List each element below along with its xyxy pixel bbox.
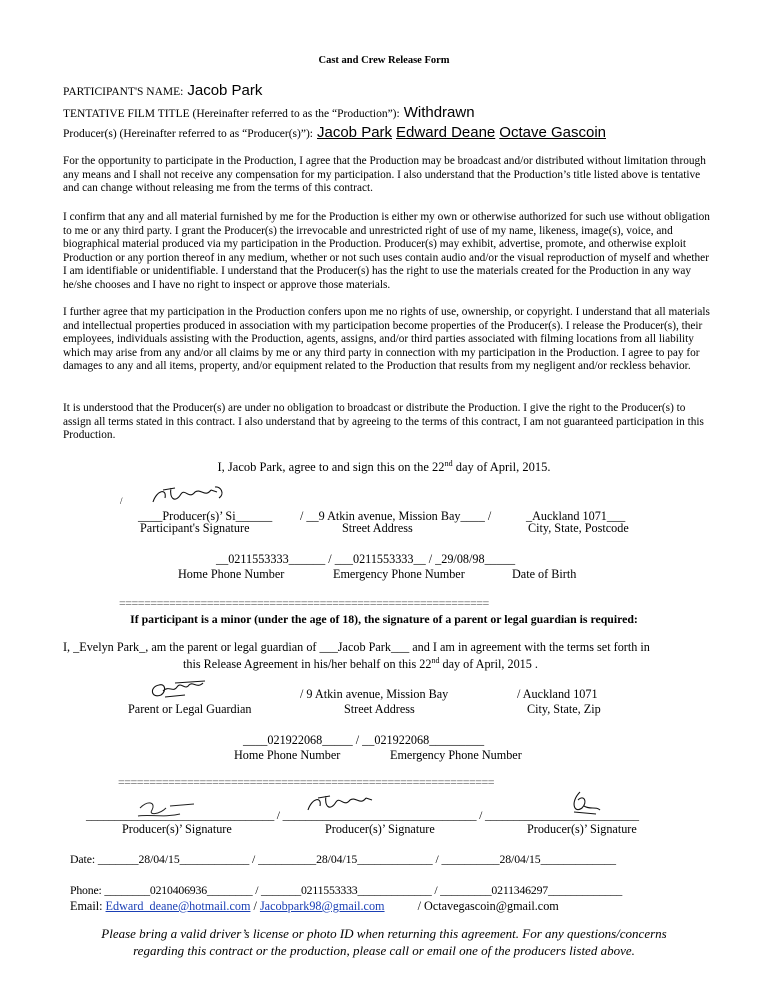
participant-signature-line: ____Producer(s)’ Si______ [138, 509, 273, 523]
label-producer-2: Producer(s)’ Signature [325, 822, 435, 836]
paragraph-1: For the opportunity to participate in the Production, I agree that the Production may be broadcast and/or distributed without limitation through any means and I shall not receive any compensation for my participation. I also understand that the Production’s title listed above is tentative and can change without releasing me from the terms of this contract. [63, 155, 706, 195]
label-dob: Date of Birth [512, 567, 577, 581]
producer-name: Edward Deane [396, 124, 496, 141]
label-producer-3: Producer(s)’ Signature [527, 822, 637, 836]
guardian-phones: ____021922068_____ / __021922068_________ [243, 733, 485, 747]
film-title-label: TENTATIVE FILM TITLE (Hereinafter referred to as the “Production”): [63, 108, 400, 120]
label-parent-guardian: Parent or Legal Guardian [128, 702, 252, 716]
label-home-phone: Home Phone Number [178, 567, 285, 581]
participant-name-row [63, 82, 262, 100]
form-title: Cast and Crew Release Form [318, 55, 450, 66]
label-guardian-city: City, State, Zip [527, 702, 601, 716]
slash: / [120, 496, 123, 506]
divider: =========================================================== [119, 596, 489, 610]
participant-phones: __0211553333______ / ___0211553333__ / _29/08/98_____ [216, 552, 516, 566]
email-octave: / Octavegascoin@gmail.com [417, 899, 559, 913]
producers-row [63, 124, 606, 142]
label-emergency-phone: Emergency Phone Number [333, 567, 465, 581]
label-guardian-emergency-phone: Emergency Phone Number [390, 748, 522, 762]
film-title-value: Withdrawn [403, 104, 475, 121]
label-guardian-home-phone: Home Phone Number [234, 748, 341, 762]
participant-address: / __9 Atkin avenue, Mission Bay____ / [300, 509, 492, 523]
guardian-line-1: I, _Evelyn Park_, am the parent or legal guardian of ___Jacob Park___ and I am in agreement with the terms set forth in [63, 640, 650, 654]
producers-label: Producer(s) (Hereinafter referred to as “Producer(s)”): [63, 128, 313, 140]
participant-value: Jacob Park [187, 82, 263, 99]
footer-line-2: regarding this contract or the production, please call or email one of the producers listed above. [133, 943, 635, 958]
label-participant-signature: Participant's Signature [140, 521, 250, 535]
minor-heading: If participant is a minor (under the age of 18), the signature of a parent or legal guardian is required: [130, 612, 638, 626]
label-street-address: Street Address [342, 521, 413, 535]
phones-line: Phone: ________0210406936________ / _______0211553333_____________ / _________0211346297_____________ [70, 883, 623, 897]
guardian-line-2: this Release Agreement in his/her behalf on this 22nd day of April, 2015 . [183, 656, 538, 672]
dates-line: Date: _______28/04/15____________ / __________28/04/15_____________ / __________28/04/15_____________ [70, 852, 616, 866]
guardian-address: / 9 Atkin avenue, Mission Bay [300, 687, 449, 701]
label-guardian-street: Street Address [344, 702, 415, 716]
guardian-city: / Auckland 1071 [517, 687, 598, 701]
label-city-state: City, State, Postcode [528, 521, 629, 535]
guardian-signature [145, 675, 215, 703]
producer-name: Jacob Park [317, 124, 393, 141]
paragraph-3: I further agree that my participation in the Production confers upon me no rights of use, ownership, or copyright. I understand that all materials and intellectual properties produced in association with my participation become properties of the Producer(s). I release the Producer(s), their employees, individuals assisting with the Production, agents, assigns, and/or third parties associated with filming locations from all liability which may arise from any and/or all claims by me or any third party in connection with my participation in the Production. I agree to pay for damages to any and all items, property, and/or equipment related to the Production that results from my negligent and/or reckless behavior. [63, 306, 710, 373]
email-link-edward[interactable]: Edward_deane@hotmail.com [105, 899, 251, 913]
agreement-line: I, Jacob Park, agree to and sign this on the 22nd day of April, 2015. [217, 459, 551, 475]
divider-2: ============================================================ [118, 775, 495, 789]
film-title-row [63, 104, 475, 122]
emails-line: Email: Edward_deane@hotmail.com / Jacobpark98@gmail.com / Octavegascoin@gmail.com [70, 899, 559, 913]
email-link-jacob[interactable]: Jacobpark98@gmail.com [259, 899, 385, 913]
participant-city: _Auckland 1071___ [526, 509, 626, 523]
producer-name: Octave Gascoin [499, 124, 606, 141]
paragraph-4: It is understood that the Producer(s) are under no obligation to broadcast or distribute the Production. I give the right to the Producer(s) to assign all terms stated in this contract. I also understand that by agreeing to the terms of this contract, I am not guaranteed participation in this Production. [63, 402, 704, 442]
paragraph-2: I confirm that any and all material furnished by me for the Production is either my own or otherwise authorized for such use without obligation to me or any third party. I grant the Producer(s) the irrevocable and unrestricted right of use of my name, likeness, image(s), voice, and biographical material produced via my participation in the Production. Producer(s) may exhibit, advertise, promote, and otherwise exploit Production or any portion thereof in any medium, whether or not such uses contain audio and/or the visual reproduction of myself and whether I am identifiable or unidentifiable. I understand that the Producer(s) has the right to use the materials created for the Production in any way he/she chooses and I have no right to inspect or approve those materials. [63, 211, 710, 291]
email-label: Email: [70, 899, 103, 913]
participant-label: PARTICIPANT'S NAME: [63, 86, 184, 98]
label-producer-1: Producer(s)’ Signature [122, 822, 232, 836]
producer-signature-lines: _________________________________ / __________________________________ / ___________________________ [86, 808, 639, 822]
footer-line-1: Please bring a valid driver’s license or photo ID when returning this agreement. For any questions/concerns [101, 926, 667, 941]
